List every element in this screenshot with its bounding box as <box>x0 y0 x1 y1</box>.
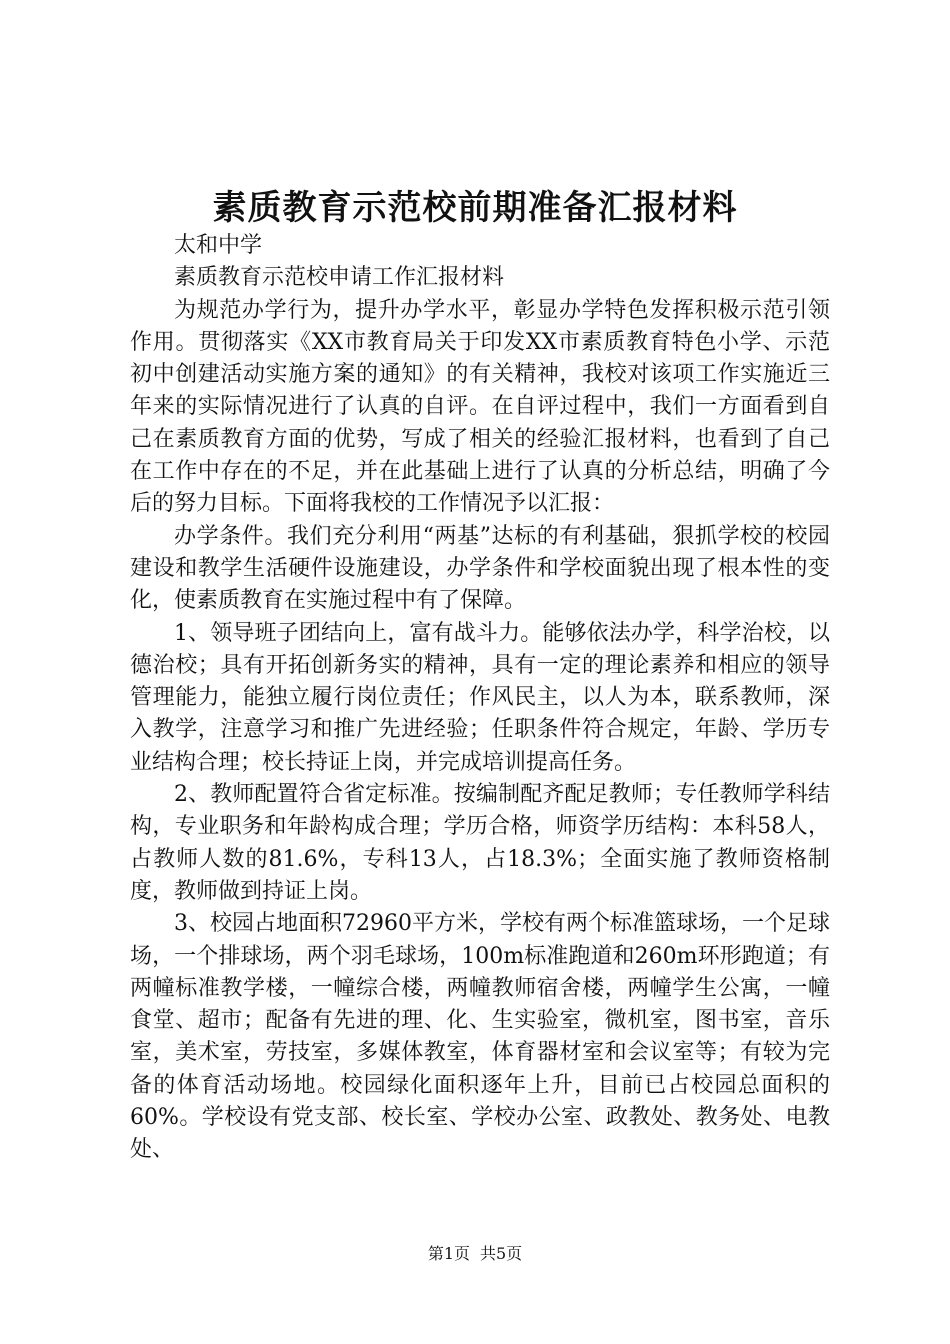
document-body <box>130 230 830 1167</box>
paragraph-teachers: 2、教师配置符合省定标准。按编制配齐配足教师；专任教师学科结构，专业职务和年龄构成合理；学历合格，师资学历结构：本科58人，占教师人数的81.6%，专科13人，占18.3%；全面实施了教师资格制度，教师做到持证上岗。 <box>130 782 830 904</box>
paragraph-intro: 为规范办学行为，提升办学水平，彰显办学特色发挥积极示范引领作用。贯彻落实《XX市教育局关于印发XX市素质教育特色小学、示范初中创建活动实施方案的通知》的有关精神，我校对该项工作实施近三年来的实际情况进行了认真的自评。在自评过程中，我们一方面看到自己在素质教育方面的优势，写成了相关的经验汇报材料，也看到了自己在工作中存在的不足，并在此基础上进行了认真的分析总结，明确了今后的努力目标。下面将我校的工作情况予以汇报： <box>130 297 830 517</box>
page-number: 第1页 <box>427 1244 470 1263</box>
report-subtitle: 素质教育示范校申请工作汇报材料 <box>174 265 505 291</box>
page-total: 共5页 <box>480 1244 523 1263</box>
paragraph-campus: 3、校园占地面积72960平方米，学校有两个标准篮球场，一个足球场，一个排球场，两个羽毛球场，100m标准跑道和260m环形跑道；有两幢标准教学楼，一幢综合楼，两幢教师宿舍楼，两幢学生公寓，一幢食堂、超市；配备有先进的理、化、生实验室，微机室，图书室，音乐室，美术室，劳技室，多媒体教室，体育器材室和会议室等；有较为完备的体育活动场地。校园绿化面积逐年上升，目前已占校园总面积的60%。学校设有党支部、校长室、学校办公室、政教处、教务处、电教处、 <box>130 911 830 1163</box>
page-footer <box>0 1244 950 1264</box>
school-name: 太和中学 <box>174 233 263 258</box>
paragraph-conditions: 办学条件。我们充分利用“两基”达标的有利基础，狠抓学校的校园建设和教学生活硬件设施建设，办学条件和学校面貌出现了根本性的变化，使素质教育在实施过程中有了保障。 <box>130 523 830 614</box>
document-title: 素质教育示范校前期准备汇报材料 <box>212 188 738 228</box>
paragraph-leadership: 1、领导班子团结向上，富有战斗力。能够依法办学，科学治校，以德治校；具有开拓创新务实的精神，具有一定的理论素养和相应的领导管理能力，能独立履行岗位责任；作风民主，以人为本，联系教师，深入教学，注意学习和推广先进经验；任职条件符合规定，年龄、学历专业结构合理；校长持证上岗，并完成培训提高任务。 <box>130 620 830 775</box>
